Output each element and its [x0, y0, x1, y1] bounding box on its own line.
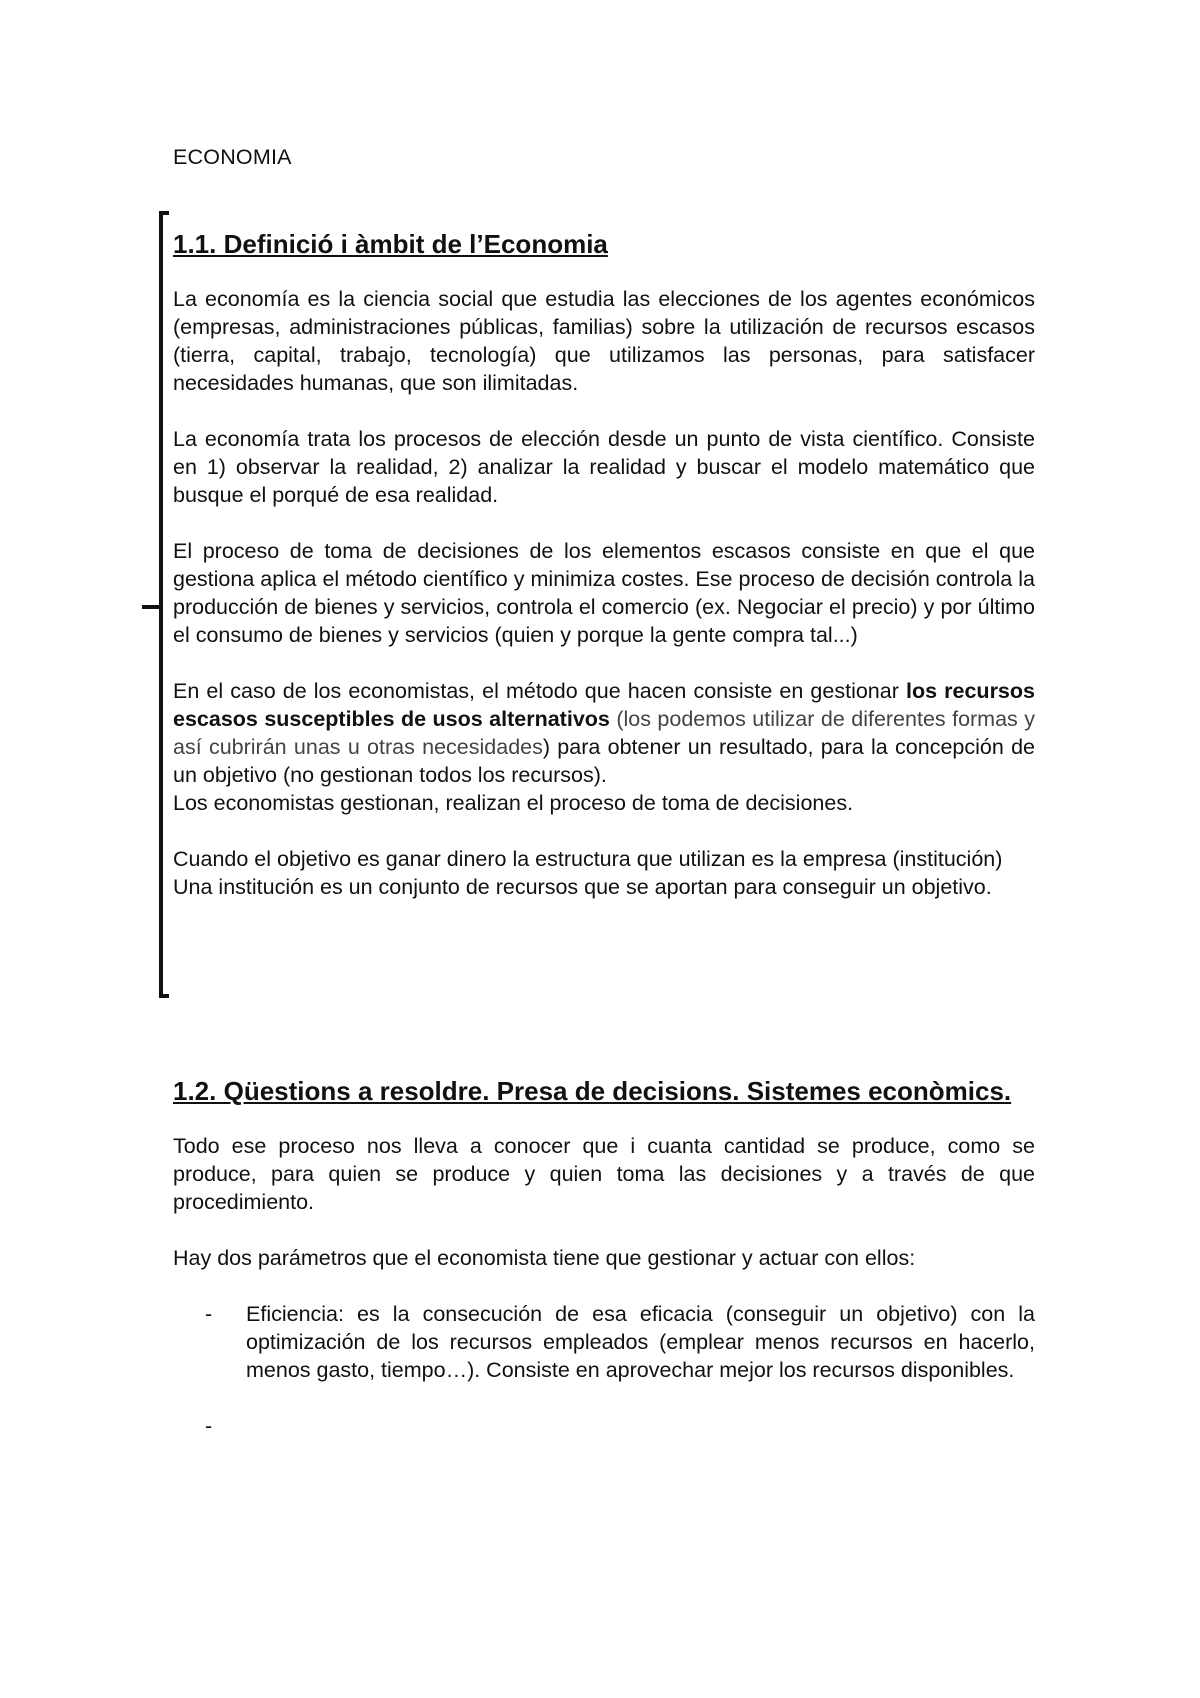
- section-1: [173, 228, 1035, 901]
- section-1-paragraph-3: El proceso de toma de decisiones de los elementos escasos consiste en que el que gestiona aplica el método científico y minimiza costes. Ese proceso de decisión controla la producción de bienes y servicios, controla el comercio (ex. Negociar el precio) y por último el consumo de bienes y servicios (quien y porque la gente compra tal...): [173, 539, 1035, 647]
- section-1-paragraph-4: [173, 677, 1035, 789]
- section-1-paragraph-5-line-2: Una institución es un conjunto de recursos que se aportan para conseguir un objetivo.: [173, 875, 992, 899]
- bullet-dash: -: [205, 1414, 213, 1438]
- margin-bracket: [159, 211, 169, 998]
- document-title: ECONOMIA: [173, 145, 292, 169]
- paragraph-4-end: ) para obtener un resultado, para la concepción de un objetivo (no gestionan todos los recursos).: [173, 735, 1035, 787]
- section-2: [173, 1075, 1035, 1438]
- paragraph-4-bold: los recursos escasos susceptibles de usos alternativos: [173, 679, 1035, 731]
- list-item: [173, 1300, 1035, 1384]
- margin-bracket-tick: [142, 605, 160, 609]
- section-1-paragraph-1: La economía es la ciencia social que estudia las elecciones de los agentes económicos (empresas, administraciones públicas, familias) sobre la utilización de recursos escasos (tierra, capital, trabajo, tecnología) que utilizamos las personas, para satisfacer necesidades humanas, que son ilimitadas.: [173, 287, 1035, 395]
- section-2-paragraph-1: Todo ese proceso nos lleva a conocer que i cuanta cantidad se produce, como se produce, para quien se produce y quien toma las decisiones y a través de que procedimiento.: [173, 1134, 1035, 1214]
- bullet-list: [173, 1300, 1035, 1438]
- section-1-paragraph-4-line-2: Los economistas gestionan, realizan el proceso de toma de decisiones.: [173, 791, 854, 815]
- section-2-paragraph-2: Hay dos parámetros que el economista tiene que gestionar y actuar con ellos:: [173, 1246, 916, 1270]
- paragraph-4-start: En el caso de los economistas, el método que hacen consiste en gestionar: [173, 679, 906, 703]
- paragraph-4-grey: (los podemos utilizar de diferentes formas y así cubrirán unas u otras necesidades: [173, 707, 1035, 759]
- section-1-paragraph-2: La economía trata los procesos de elección desde un punto de vista científico. Consiste en 1) observar la realidad, 2) analizar la realidad y buscar el modelo matemático que busque el porqué de esa realidad.: [173, 427, 1035, 507]
- section-1-paragraph-5: Cuando el objetivo es ganar dinero la estructura que utilizan es la empresa (institución): [173, 847, 1003, 871]
- section-2-heading: 1.2. Qüestions a resoldre. Presa de decisions. Sistemes econòmics.: [173, 1076, 1012, 1106]
- bullet-dash: -: [205, 1302, 213, 1326]
- list-item-text: Eficiencia: es la consecución de esa eficacia (conseguir un objetivo) con la optimización de los recursos empleados (emplear menos recursos en hacerlo, menos gasto, tiempo…). Consiste en aprovechar mejor los recursos disponibles.: [246, 1302, 1035, 1382]
- section-1-heading: 1.1. Definició i àmbit de l’Economia: [173, 229, 608, 259]
